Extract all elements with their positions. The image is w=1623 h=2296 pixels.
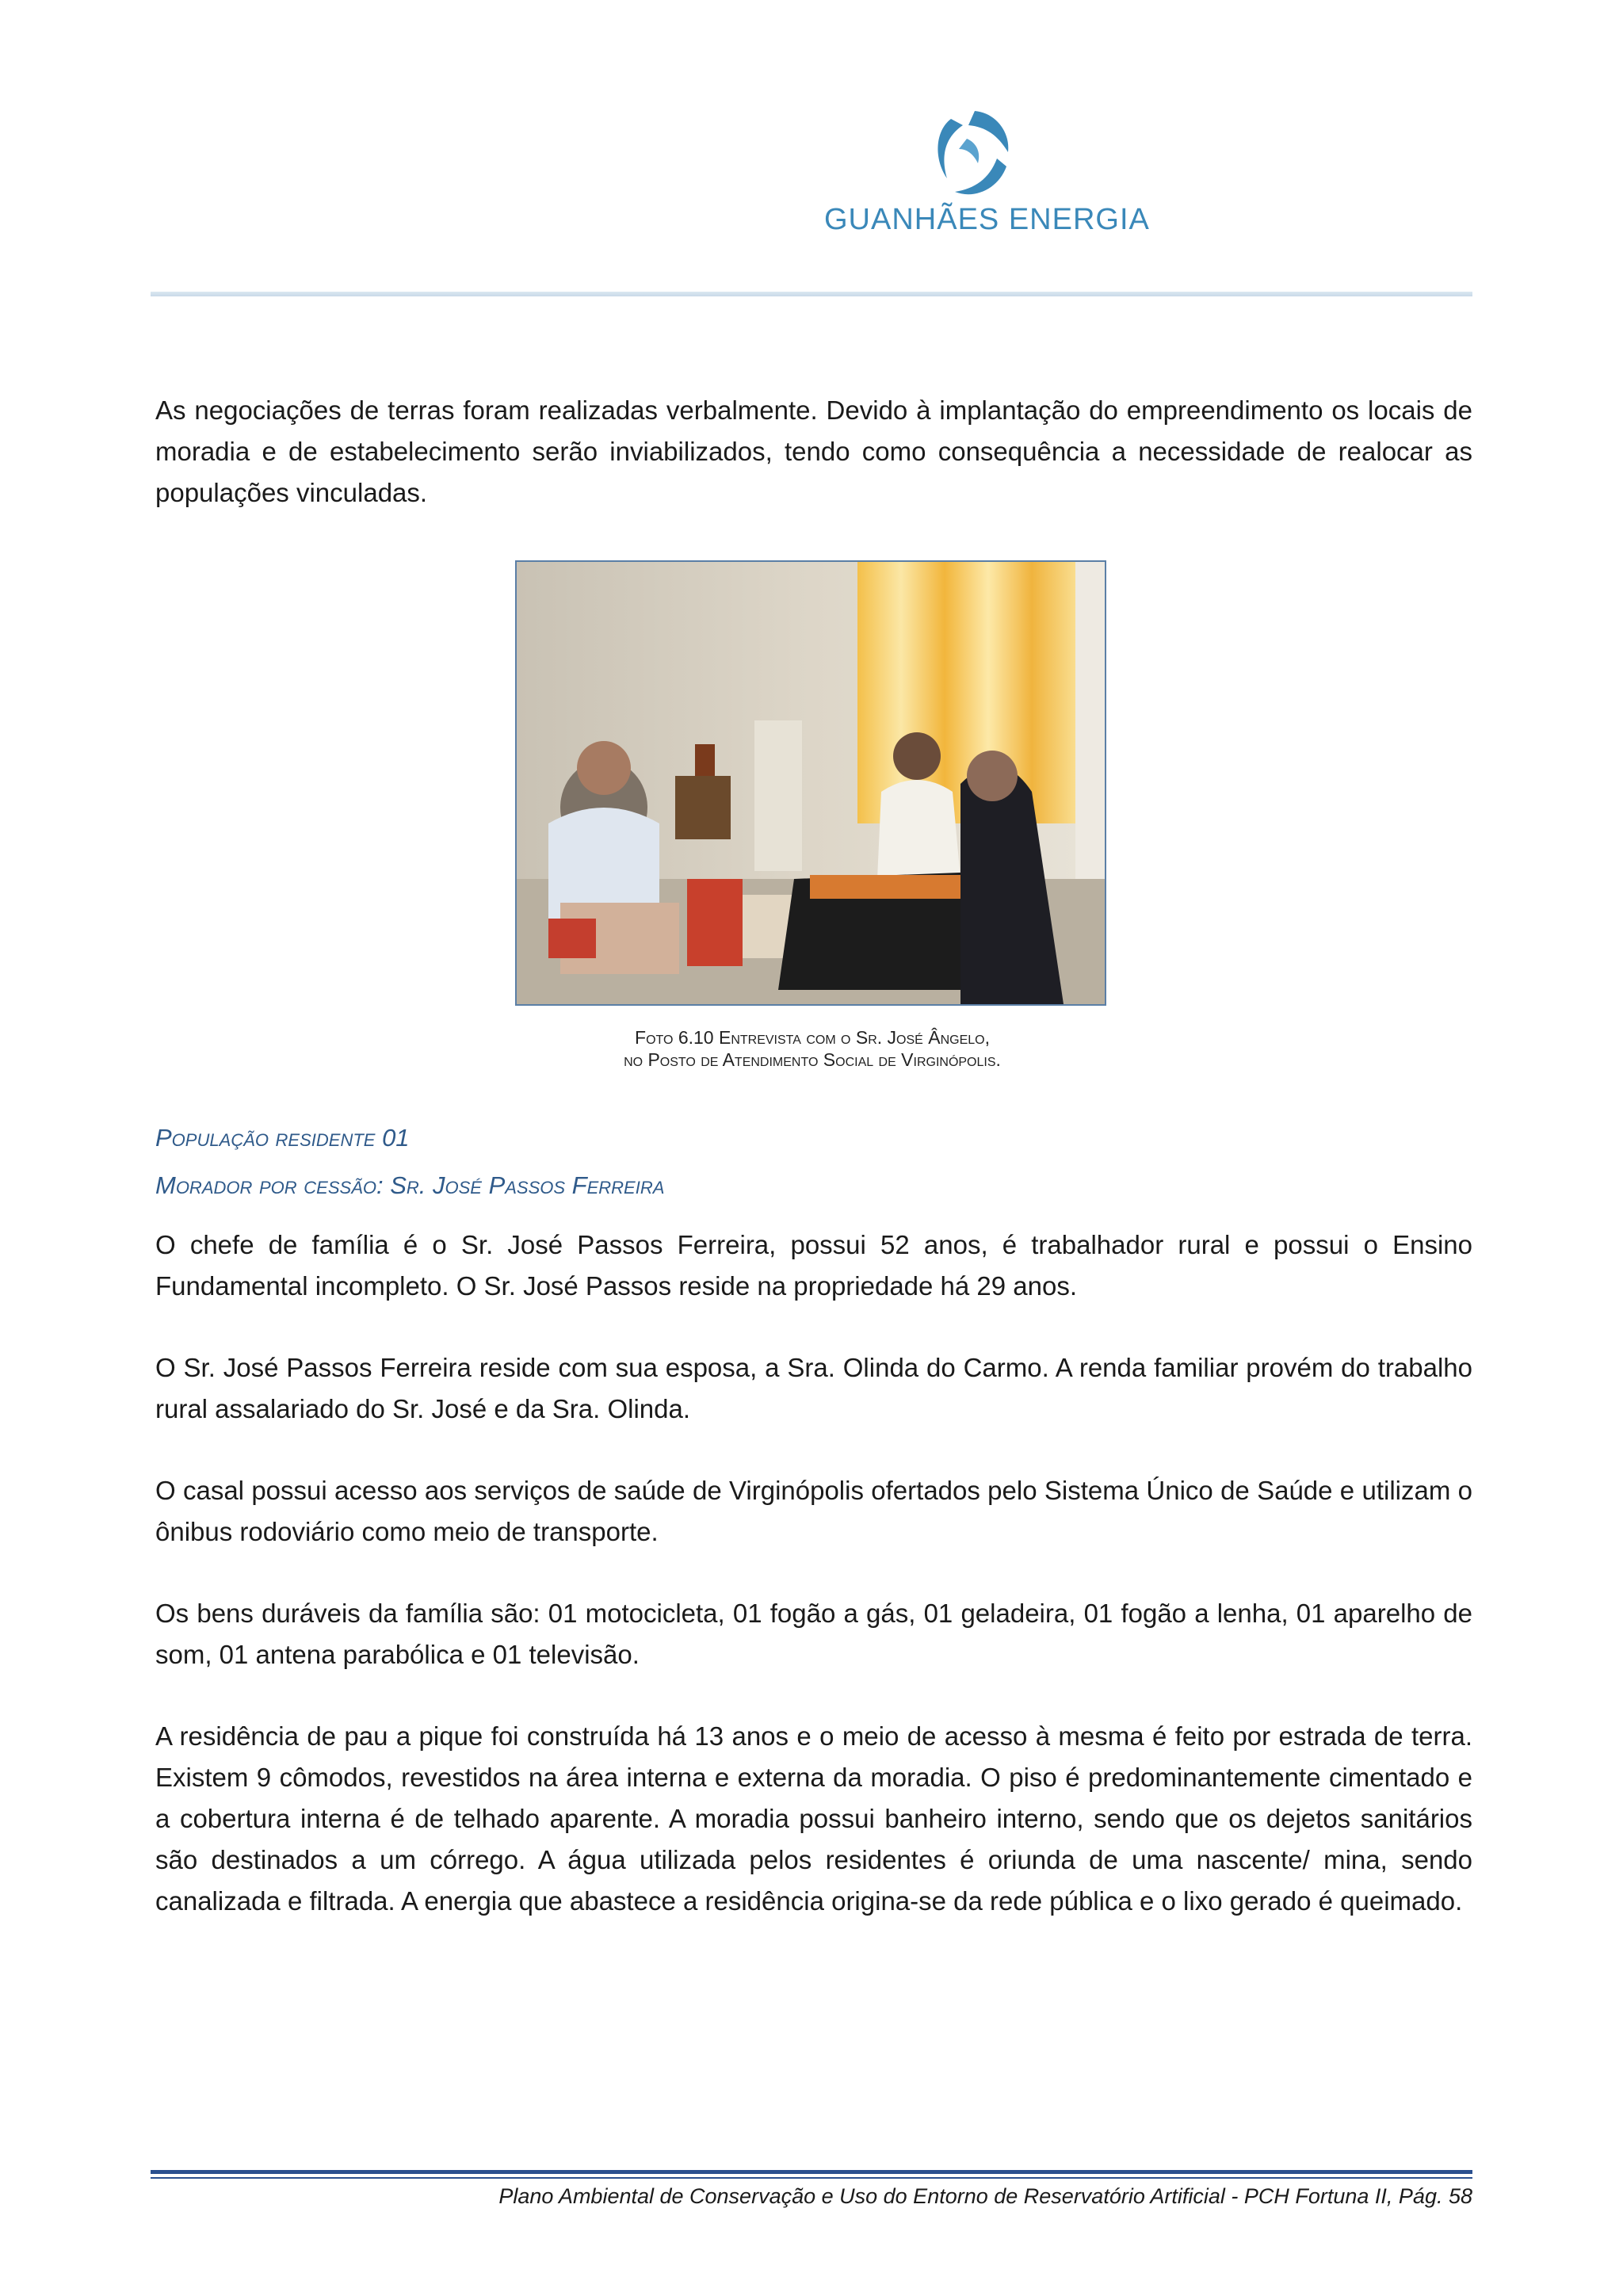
section-heading: População residente 01 <box>155 1124 410 1152</box>
photo-caption <box>475 1026 1149 1071</box>
intro-paragraph: As negociações de terras foram realizadas verbalmente. Devido à implantação do empreendimento os locais de moradia e de estabelecimento serão inviabilizados, tendo como consequência a necessidade de realocar as populações vinculadas. <box>155 395 1472 507</box>
body-paragraph: O Sr. José Passos Ferreira reside com sua esposa, a Sra. Olinda do Carmo. A renda familiar provém do trabalho rural assalariado do Sr. José e da Sra. Olinda. <box>155 1353 1472 1423</box>
body-paragraph: A residência de pau a pique foi construída há 13 anos e o meio de acesso à mesma é feito por estrada de terra. Existem 9 cômodos, revestidos na área interna e externa da moradia. O piso é predominantemente cimentado e a cobertura interna é de telhado aparente. A moradia possui banheiro interno, sendo que os dejetos sanitários são destinados a um córrego. A água utilizada pelos residentes é oriunda de uma nascente/ mina, sendo canalizada e filtrada. A energia que abastece a residência origina-se da rede pública e o lixo gerado é queimado. <box>155 1721 1472 1916</box>
photo-illustration <box>517 562 1105 1004</box>
logo-mark-icon <box>919 103 1022 206</box>
logo-text: GUANHÃES ENERGIA <box>824 203 1150 236</box>
footer-text: Plano Ambiental de Conservação e Uso do Entorno de Reservatório Artificial - PCH Fortuna II, Pág. 58 <box>498 2184 1472 2208</box>
body-paragraph: O chefe de família é o Sr. José Passos Ferreira, possui 52 anos, é trabalhador rural e possui o Ensino Fundamental incompleto. O Sr. José Passos reside na propriedade há 29 anos. <box>155 1230 1472 1301</box>
section-subheading: Morador por cessão: Sr. José Passos Ferreira <box>155 1171 665 1199</box>
header-divider <box>151 292 1472 296</box>
caption-line-1: Foto 6.10 Entrevista com o Sr. José Ângelo, <box>635 1027 990 1048</box>
body-paragraph: Os bens duráveis da família são: 01 motocicleta, 01 fogão a gás, 01 geladeira, 01 fogão a lenha, 01 aparelho de som, 01 antena parabólica e 01 televisão. <box>155 1599 1472 1669</box>
footer-divider <box>151 2170 1472 2174</box>
body-paragraph: O casal possui acesso aos serviços de saúde de Virginópolis ofertados pelo Sistema Único de Saúde e utilizam o ônibus rodoviário como meio de transporte. <box>155 1476 1472 1546</box>
company-logo <box>800 103 1149 246</box>
caption-line-2: no Posto de Atendimento Social de Virginópolis. <box>624 1049 1001 1070</box>
interview-photo <box>515 560 1106 1006</box>
footer-divider-thin <box>151 2177 1472 2179</box>
